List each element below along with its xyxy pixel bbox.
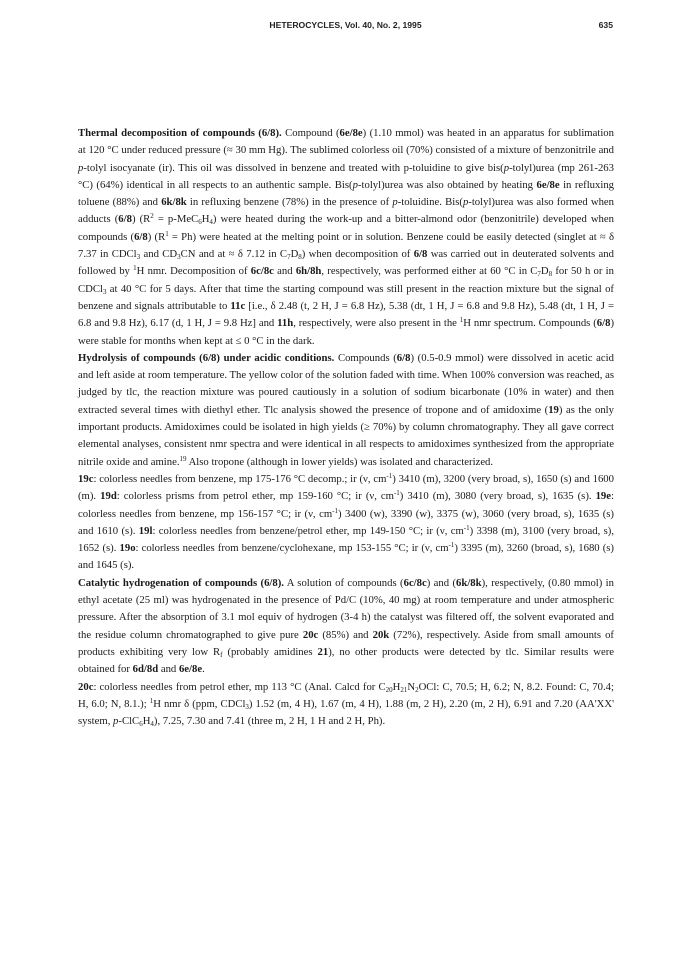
journal-citation: HETEROCYCLES, Vol. 40, No. 2, 1995 [269, 20, 422, 30]
paragraph-text: Compound (6e/8e) (1.10 mmol) was heated in an apparatus for sublimation at 120 °C under reduced pressure (≈ 30 mm Hg). The sublimed colorless oil (70%) consisted of a mixture of benzonitrile and p-tolyl isocyanate (ir). This oil was dissolved in benzene and treated with p-toluidine to give bis(p-tolyl)urea (mp 261-263 °C) (64%) identical in all respects to an authentic sample. Bis(p-tolyl)urea was also obtained by heating 6e/8e in refluxing toluene (88%) and 6k/8k in refluxing benzene (78%) in the presence of p-toluidine. Bis(p-tolyl)urea was also formed when adducts (6/8) $(R^2 = p-MeC_6H_4)$ were heated during the work-up and a bitter-almond odor (benzonitrile) developed when compounds (6/8) $(R^1 = Ph)$ were heated at the melting point or in solution. Benzene could be easily detected (singlet at ≈ δ 7.37 in CDCl$_3$ and $CD_3CN$ and at ≈ δ 7.12 in $C_7D_8$) when decomposition of 6/8 was carried out in deuterated solvents and followed by $^1$H nmr. Decomposition of 6c/8c and 6h/8h, respectively, was performed either at 60 °C in $C_7D_8$ for 50 h or in CDCl$_3$ at 40 °C for 5 days. After that time the starting compound was still present in the reaction mixture but the signal of benzene and signals attributable to 11c [i.e., δ 2.48 (t, 2 H, J = 6.8 Hz), 5.38 (dt, 1 H, J = 6.8 and 9.8 Hz), 5.48 (dt, 1 H, J = 6.8 and 9.8 Hz), 6.17 (d, 1 H, J = 9.8 Hz] and 11h, respectively, were also present in the $^1$H nmr spectrum. Compounds (6/8) were stable for months when kept at ≤ 0 °C in the dark. [78, 127, 615, 347]
paragraph-compounds-19 [78, 471, 614, 575]
paragraph-text: A solution of compounds (6c/8c) and (6k/8k), respectively, (0.80 mmol) in ethyl acetate (25 ml) was hydrogenated in the presence of Pd/C (10%, 40 mg) at room temperature and under atmospheric pressure. After the absorption of 3.1 mol equiv of hydrogen (3-4 h) the catalyst was filtered off, the solvent evaporated and the residue column chromatographed to give pure 20c (85%) and 20k (72%), respectively. Aside from small amounts of products exhibiting very low $R_f$ (probably amidines 21), no other products were detected by tlc. Similar results were obtained for 6d/8d and 6e/8e. [78, 576, 615, 676]
article-body [78, 125, 614, 730]
paragraph-thermal-decomposition [78, 125, 614, 350]
paragraph-hydrolysis [78, 350, 614, 471]
page-number: 635 [598, 20, 613, 30]
paragraph-catalytic-hydrogenation [78, 575, 614, 679]
section-heading: Thermal decomposition of compounds (6/8). [78, 127, 282, 139]
section-heading: Catalytic hydrogenation of compounds (6/8). [78, 576, 284, 589]
paragraph-text: 19c: colorless needles from benzene, mp 175-176 °C decomp.; ir (ν, $cm^{-1}$) 3410 (m), 3200 (very broad, s), 1650 (s) and 1600 (m). 19d: colorless prisms from petrol ether, mp 159-160 °C; ir (ν, $cm^{-1}$) 3410 (m), 3080 (very broad, s), 1635 (s). 19e: colorless needles from benzene, mp 156-157 °C; ir (ν, $cm^{-1}$) 3400 (w), 3390 (w), 3375 (w), 3060 (very broad, s), 1635 (s) and 1610 (s). 19l: colorless needles from benzene/petrol ether, mp 149-150 °C; ir (ν, $cm^{-1}$) 3398 (m), 3100 (very broad, s), 1652 (s). 19o: colorless needles from benzene/cyclohexane, mp 153-155 °C; ir (ν, $cm^{-1}$) 3395 (m), 3260 (broad, s), 1680 (s) and 1645 (s). [78, 471, 614, 572]
paragraph-text: Compounds (6/8) (0.5-0.9 mmol) were dissolved in acetic acid and left aside at room temperature. The yellow color of the solution faded with time. When 100% conversion was reached, as judged by tlc, the reaction mixture was poured cautiously in a solution of sodium bicarbonate (10% in water) and then extracted several times with diethyl ether. Tlc analysis showed the presence of tropone and of amidoxime (19) as the only important products. Amidoximes could be isolated in high yields (≥ 70%) by column chromatography. They all gave correct elemental analyses, consistent nmr spectra and were identical in all respects to amidoximes synthesized from the appropriate nitrile oxide and amine.$^{19}$ Also tropone (although in lower yields) was isolated and characterized. [78, 351, 614, 468]
paragraph-text: 20c: colorless needles from petrol ether, mp 113 °C (Anal. Calcd for $C_{20}H_{21}N_2OCl$: C, 70.5; H, 6.2; N, 8.2. Found: C, 70.4; H, 6.0; N, 8.1.); $^1$H nmr δ (ppm, CDCl$_3$) 1.52 (m, 4 H), 1.67 (m, 4 H), 1.88 (m, 2 H), 2.20 (m, 2 H), 6.91 and 7.20 (AA'XX' system, $p-ClC_6H_4$), 7.25, 7.30 and 7.41 (three m, 2 H, 1 H and 2 H, Ph). [78, 680, 614, 729]
section-heading: Hydrolysis of compounds (6/8) under acidic conditions. [78, 351, 335, 364]
paragraph-compound-20c [78, 679, 614, 731]
running-header [78, 20, 613, 34]
